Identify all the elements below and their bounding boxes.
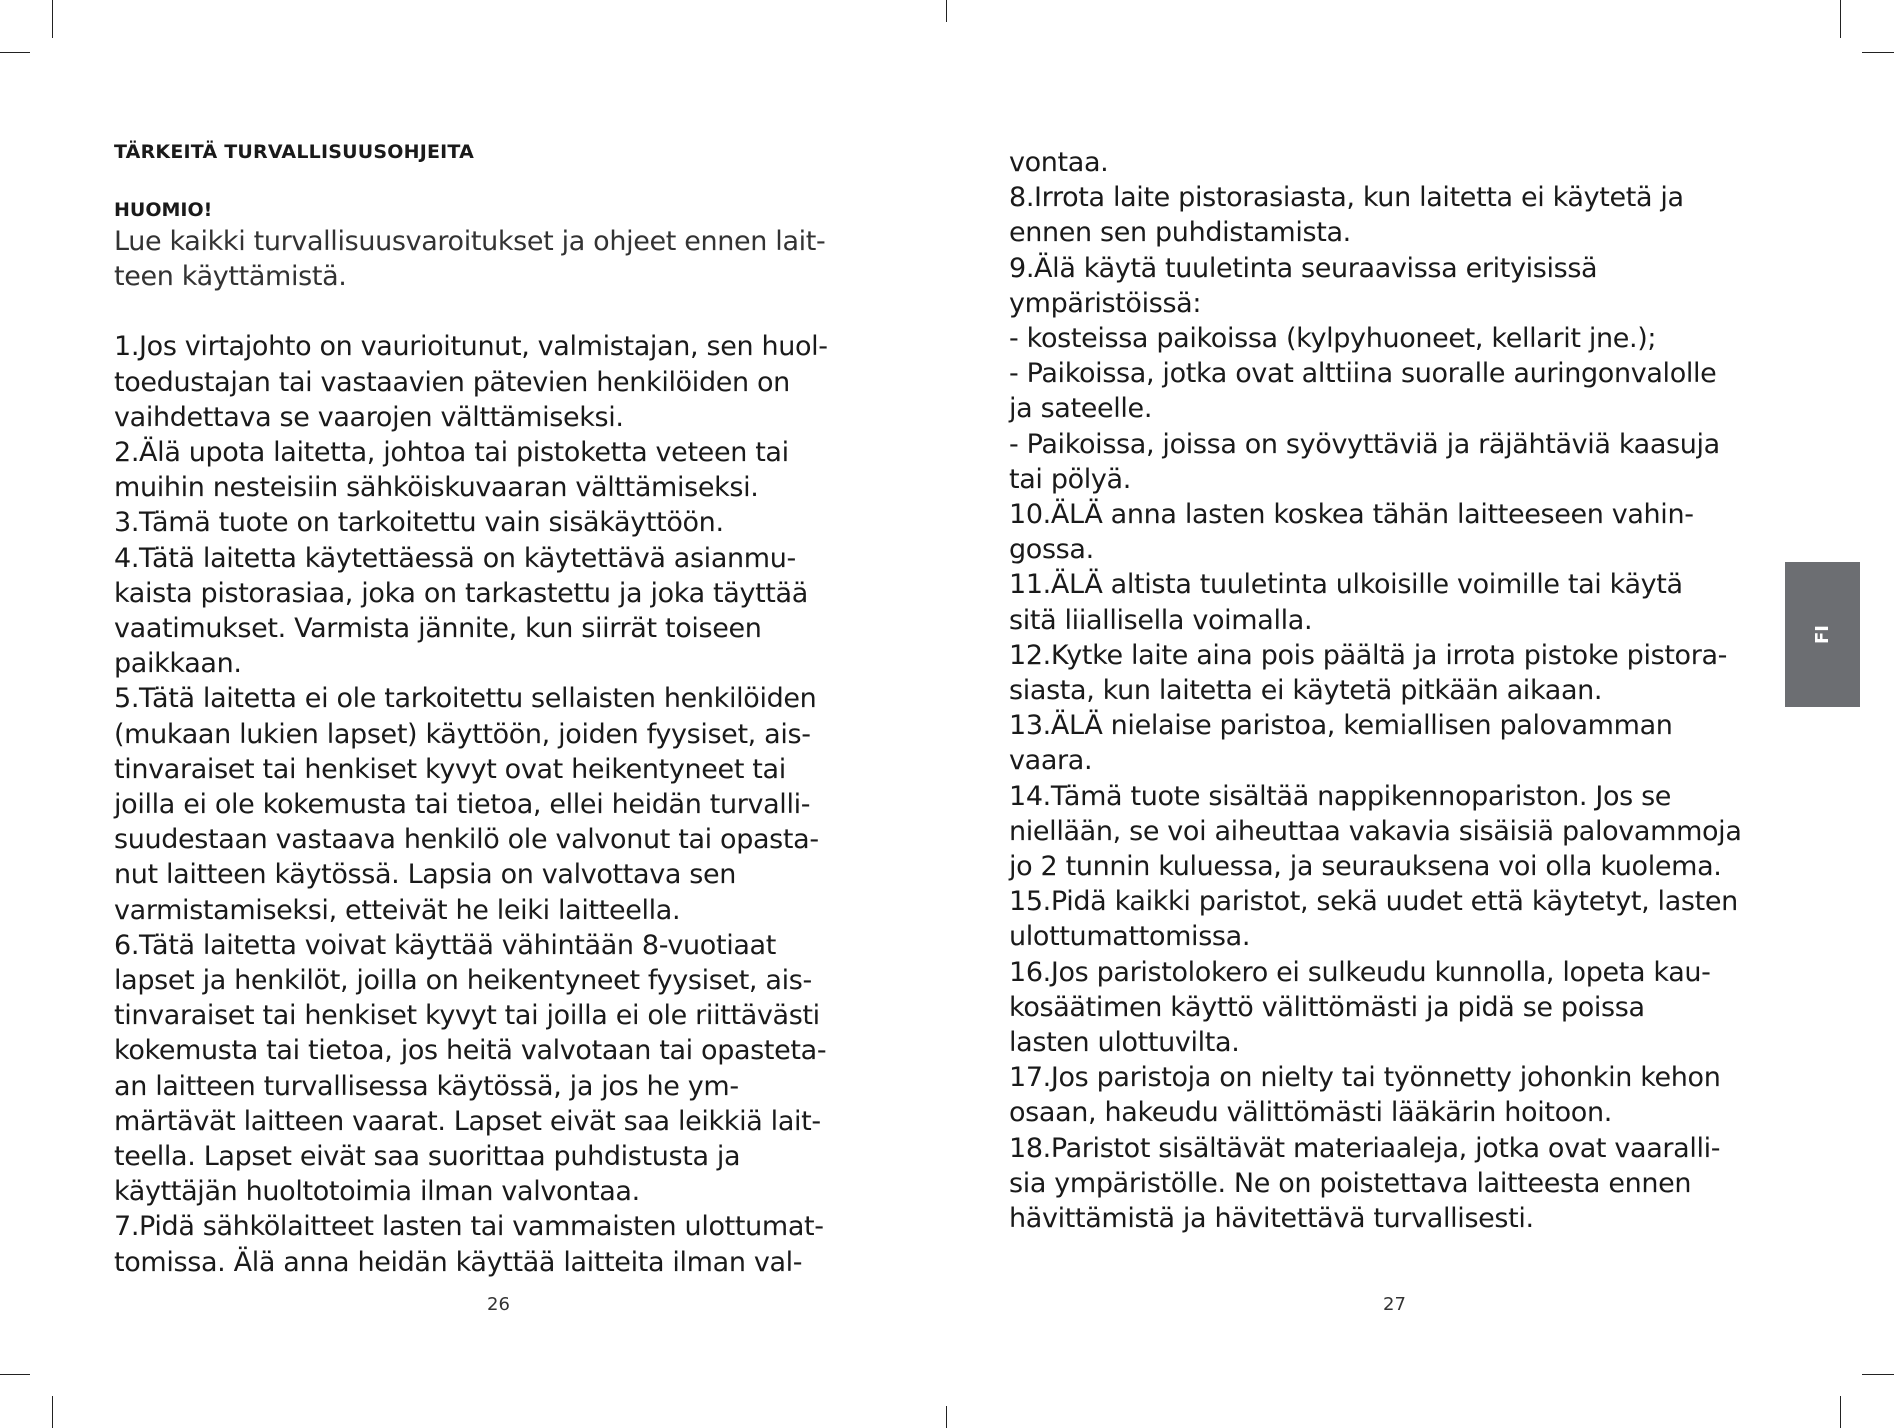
page-number-right: 27: [1383, 1294, 1406, 1315]
page-number-left: 26: [487, 1294, 510, 1315]
crop-mark: [1840, 0, 1841, 38]
crop-mark: [946, 0, 947, 22]
crop-mark: [946, 1406, 947, 1428]
crop-mark: [52, 1396, 53, 1428]
intro-paragraph: Lue kaikki turvallisuusvaroitukset ja ohjeet ennen lait- teen käyttämistä.: [114, 226, 826, 293]
safety-instructions-left: 1.Jos virtajohto on vaurioitunut, valmistajan, sen huol- toedustajan tai vastaavien pätevien henkilöiden on vaihdettava se vaarojen välttämiseksi. 2.Älä upota laitetta, johtoa tai pistoketta veteen tai muihin nesteisiin sähköiskuvaaran välttämiseksi. 3.Tämä tuote on tarkoitettu vain sisäkäyttöön. 4.Tätä laitetta käytettäessä on käytettävä asianmu- kaista pistorasiaa, joka on tarkastettu ja joka täyttää vaatimukset. Varmista jännite, kun siirrät toiseen paikkaan. 5.Tätä laitetta ei ole tarkoitettu sellaisten henkilöiden (mukaan lukien lapset) käyttöön, joiden fyysiset, ais- tinvaraiset tai henkiset kyvyt ovat heikentyneet tai joilla ei ole kokemusta tai tietoa, ellei heidän turvalli- suudestaan vastaava henkilö ole valvonut tai opasta- nut laitteen käytössä. Lapsia on valvottava sen varmistamiseksi, etteivät he leiki laitteella. 6.Tätä laitetta voivat käyttää vähintään 8-vuotiaat lapset ja henkilöt, joilla on heikentyneet fyysiset, ais- tinvaraiset tai henkiset kyvyt tai joilla ei ole riittävästi kokemusta tai tietoa, jos heitä valvotaan tai opasteta- an laitteen turvallisessa käytössä, ja jos he ym- märtävät laitteen vaarat. Lapset eivät saa leikkiä lait- teella. Lapset eivät saa suorittaa puhdistusta ja käyttäjän huoltotoimia ilman valvontaa. 7.Pidä sähkölaitteet lasten tai vammaisten ulottumat- tomissa. Älä anna heidän käyttää laitteita ilman val-: [114, 331, 828, 1278]
crop-mark: [0, 1374, 30, 1375]
crop-mark: [0, 52, 30, 53]
language-tab: [1785, 562, 1860, 707]
crop-mark: [52, 0, 53, 38]
crop-mark: [1862, 52, 1894, 53]
page-title: TÄRKEITÄ TURVALLISUUSOHJEITA: [114, 141, 475, 163]
language-tab-label: FI: [1812, 625, 1833, 644]
left-page-column: [114, 140, 874, 1280]
warning-heading: HUOMIO!: [114, 199, 213, 221]
crop-mark: [1862, 1374, 1894, 1375]
crop-mark: [1840, 1396, 1841, 1428]
safety-instructions-right: vontaa. 8.Irrota laite pistorasiasta, kun laitetta ei käytetä ja ennen sen puhdistamista. 9.Älä käytä tuuletinta seuraavissa erityisissä ympäristöissä: - kosteissa paikoissa (kylpyhuoneet, kellarit jne.); - Paikoissa, jotka ovat alttiina suoralle auringonvalolle ja sateelle. - Paikoissa, joissa on syövyttäviä ja räjähtäviä kaasuja tai pölyä. 10.ÄLÄ anna lasten koskea tähän laitteeseen vahin- gossa. 11.ÄLÄ altista tuuletinta ulkoisille voimille tai käytä sitä liiallisella voimalla. 12.Kytke laite aina pois päältä ja irrota pistoke pistora- siasta, kun laitetta ei käytetä pitkään aikaan. 13.ÄLÄ nielaise paristoa, kemiallisen palovamman vaara. 14.Tämä tuote sisältää nappikennopariston. Jos se niellään, se voi aiheuttaa vakavia sisäisiä palovammoja jo 2 tunnin kuluessa, ja seurauksena voi olla kuolema. 15.Pidä kaikki paristot, sekä uudet että käytetyt, lasten ulottumattomissa. 16.Jos paristolokero ei sulkeudu kunnolla, lopeta kau- kosäätimen käyttö välittömästi ja pidä se poissa lasten ulottuvilta. 17.Jos paristoja on nielty tai työnnetty johonkin kehon osaan, hakeudu välittömästi lääkärin hoitoon. 18.Paristot sisältävät materiaaleja, jotka ovat vaaralli- sia ympäristölle. Ne on poistettava laitteesta ennen hävittämistä ja hävitettävä turvallisesti.: [1009, 147, 1742, 1235]
right-page-column: [1009, 140, 1789, 1236]
